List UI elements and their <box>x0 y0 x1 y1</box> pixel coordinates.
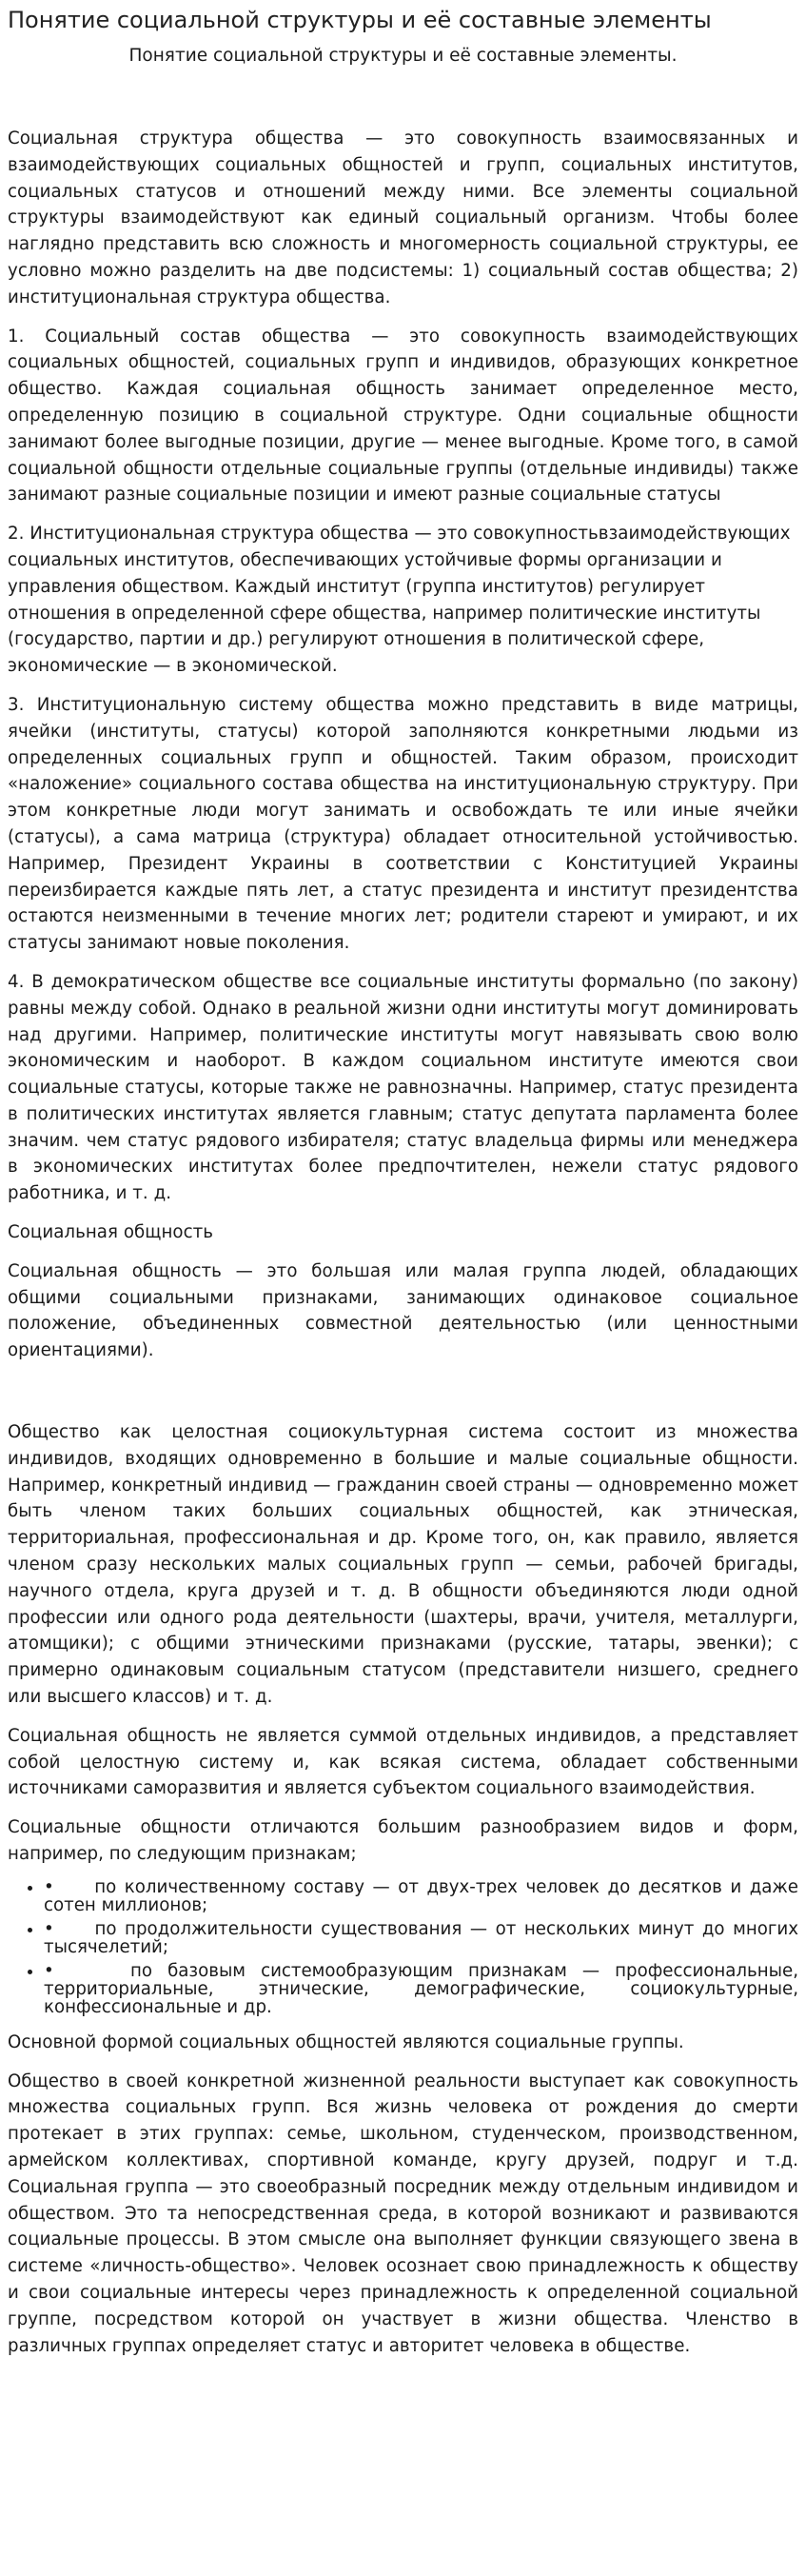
community-criteria-list <box>8 1878 798 2016</box>
paragraph-society-as-system: Общество как целостная социокультурная система состоит из множества индивидов, входящих одновременно в большие и малые социальные общности. Например, конкретный индивид — гражданин своей страны — одновременно может быть членом таких больших социальных общностей, как этническая, территориальная, профессиональная и др. Кроме того, он, как правило, является членом сразу нескольких малых социальных групп — семьи, рабочей бригады, научного отдела, круга друзей и т. д. В общности объединяются люди одной профессии или одного рода деятельности (шахтеры, врачи, учителя, металлурги, атомщики); с общими этническими признаками (русские, татары, эвенки); с примерно одинаковым социальным статусом (представители низшего, среднего или высшего классов) и т. д. <box>8 1422 798 1708</box>
paragraph-community-types-intro: Социальные общности отличаются большим разнообразием видов и форм, например, по следующим признакам; <box>8 1817 798 1865</box>
paragraph-community-not-sum: Социальная общность не является суммой отдельных индивидов, а представляет собой целостную систему и, как всякая система, обладает собственными источниками саморазвития и является субъектом социального взаимодействия. <box>8 1725 798 1799</box>
paragraph-social-groups: Общество в своей конкретной жизненной реальности выступает как совокупность множества социальных групп. Вся жизнь человека от рождения до смерти протекает в этих группах: семье, школьном, студенческом, производственном, армейском коллективах, спортивной команде, кругу друзей, подруг и т.д. Социальная группа — это своеобразный посредник между отдельным индивидом и обществом. Это та непосредственная среда, в которой возникают и развиваются социальные процессы. В этом смысле она выполняет функции связующего звена в системе «личность-общество». Человек осознает свою принадлежность к обществу и свои социальные интересы через принадлежность к определенной социальной группе, посредством которой он участвует в жизни общества. Членство в различных группах определяет статус и авторитет человека в обществе. <box>8 2071 798 2356</box>
page-title: Понятие социальной структуры и её составные элементы <box>8 7 712 33</box>
paragraph-main-form-groups: Основной формой социальных общностей являются социальные группы. <box>8 2031 684 2052</box>
paragraph-institutional-matrix: 3. Институциональную систему общества можно представить в виде матрицы, ячейки (институты, статусы) которой заполняются конкретными людьми из определенных социальных групп и общностей. Таким образом, происходит «наложение» социального состава общества на институциональную структуру. При этом конкретные люди могут занимать и освобождать те или иные ячейки (статусы), а сама матрица (структура) обладает относительной устойчивостью. Например, Президент Украины в соответствии с Конституцией Украины переизбирается каждые пять лет, а статус президента и институт президентства остаются неизменными в течение многих лет; родители стареют и умирают, и их статусы занимают новые поколения. <box>8 694 798 954</box>
paragraph-democratic-institutions: 4. В демократическом обществе все социальные институты формально (по закону) равны между собой. Однако в реальной жизни одни институты могут доминировать над другими. Например, политические институты могут навязывать свою волю экономическим и наоборот. В каждом социальном институте имеются свои социальные статусы, которые также не равнозначны. Например, статус президента в политических институтах является главным; статус депутата парламента более значим. чем статус рядового избирателя; статус владельца фирмы или менеджера в экономических институтах более предпочтителен, нежели статус рядового работника, и т. д. <box>8 971 798 1204</box>
paragraph-institutional-structure: 2. Институциональная структура общества — это совокупностьвзаимодействующих социальных институтов, обеспечивающих устойчивые формы организации и управления обществом. Каждый институт (группа институтов) регулирует отношения в определенной сфере общества, например политические институты (государство, партии и др.) регулируют отношения в политической сфере, экономические — в экономической. <box>8 524 791 677</box>
section-heading-social-community: Социальная общность <box>8 1222 214 1243</box>
list-item: • • по количественному составу — от двух-трех человек до десятков и даже сотен миллионов; <box>44 1878 798 1914</box>
paragraph-social-community-definition: Социальная общность — это большая или малая группа людей, обладающих общими социальными признаками, занимающих одинаковое социальное положение, объединенных совместной деятельностью (или ценностными ориентациями). <box>8 1260 798 1361</box>
list-item: • • по продолжительности существования — от нескольких минут до многих тысячелетий; <box>44 1920 798 1956</box>
list-item: • • по базовым системообразующим признакам — профессиональные, территориальные, этнические, демографические, социокультурные, конфессиональные и др. <box>44 1962 798 2016</box>
page-subtitle: Понятие социальной структуры и её составные элементы. <box>128 46 678 66</box>
paragraph-social-composition: 1. Социальный состав общества — это совокупность взаимодействующих социальных общностей, социальных групп и индивидов, образующих конкретное общество. Каждая социальная общность занимает определенное место, определенную позицию в социальной структуре. Одни социальные общности занимают более выгодные позиции, другие — менее выгодные. Кроме того, в самой социальной общности отдельные социальные группы (отдельные индивиды) также занимают разные социальные позиции и имеют разные социальные статусы <box>8 326 798 505</box>
article <box>0 6 806 2359</box>
paragraph-social-structure-definition: Социальная структура общества — это совокупность взаимосвязанных и взаимодействующих социальных общностей и групп, социальных институтов, социальных статусов и отношений между ними. Все элементы социальной структуры взаимодействуют как единый социальный организм. Чтобы более наглядно представить всю сложность и многомерность социальной структуры, ее условно можно разделить на две подсистемы: 1) социальный состав общества; 2) институциональная структура общества. <box>8 129 798 307</box>
